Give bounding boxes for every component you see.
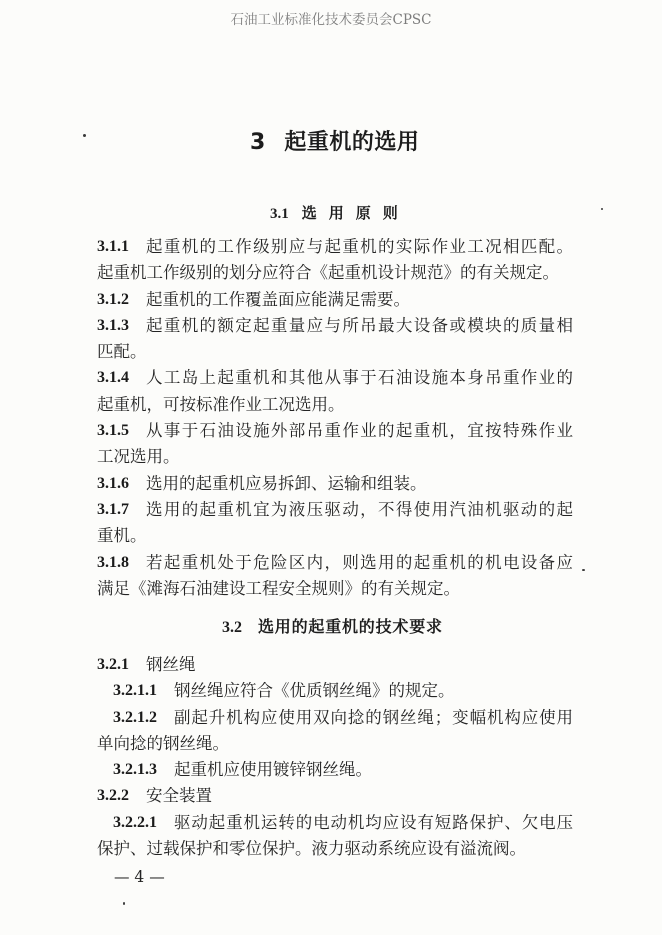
clause-number: 3.1.5 (97, 422, 129, 440)
clause-3-2-1-2-continuation (97, 731, 573, 757)
clause-3-2-1-1 (97, 678, 573, 704)
chapter-title (250, 127, 419, 159)
clause-text: 安全装置 (146, 786, 212, 806)
clause-3-1-1-continuation (97, 260, 573, 286)
clause-3-2-2-1 (97, 810, 573, 836)
clause-number: 3.1.7 (97, 500, 129, 518)
clause-text: 匹配。 (97, 342, 147, 362)
section-title: 选用原则 (301, 204, 410, 222)
clause-text: 人工岛上起重机和其他从事于石油设施本身吊重作业的 (146, 368, 573, 388)
section-heading-3-1 (270, 202, 410, 225)
clause-number: 3.1.4 (97, 369, 129, 387)
clause-3-1-6 (97, 471, 573, 497)
clause-text: 驱动起重机运转的电动机均应设有短路保护、欠电压 (174, 812, 573, 832)
section-number: 3.1 (270, 206, 289, 222)
section-title: 选用的起重机的技术要求 (258, 617, 443, 636)
clause-number: 3.1.8 (97, 553, 129, 571)
clause-3-1-7-continuation (97, 523, 573, 549)
chapter-number: 3 (250, 130, 266, 155)
clause-text: 起重机，可按标准作业工况选用。 (97, 394, 345, 414)
section-heading-3-2 (222, 614, 443, 641)
clause-text: 起重机工作级别的划分应符合《起重机设计规范》的有关规定。 (97, 263, 559, 283)
clause-text: 起重机的额定起重量应与所吊最大设备或模块的质量相 (146, 315, 573, 335)
scan-speck (601, 208, 603, 210)
clause-3-1-7 (97, 497, 573, 523)
clause-3-2-2-1-continuation (97, 836, 573, 862)
clause-text: 从事于石油设施外部吊重作业的起重机，宜按特殊作业 (146, 421, 573, 441)
scan-speck (123, 902, 125, 905)
clause-text: 钢丝绳 (146, 655, 196, 674)
scan-speck (83, 134, 86, 137)
clause-3-2-1 (97, 652, 573, 678)
clause-number: 3.1.6 (97, 474, 129, 492)
clause-text: 选用的起重机宜为液压驱动，不得使用汽油机驱动的起 (146, 499, 573, 519)
clause-number: 3.2.1.1 (113, 682, 157, 700)
clause-text: 满足《滩海石油建设工程安全规则》的有关规定。 (97, 578, 460, 598)
chapter-title-text: 起重机的选用 (284, 130, 420, 155)
clause-3-2-1-2 (97, 705, 573, 731)
clause-number: 3.2.2.1 (113, 813, 157, 831)
clause-text: 若起重机处于危险区内，则选用的起重机的机电设备应 (146, 552, 573, 572)
clause-number: 3.1.1 (97, 238, 129, 255)
clause-3-1-4-continuation (97, 392, 573, 418)
section-3-2-body (97, 652, 573, 862)
clause-number: 3.2.1 (97, 656, 129, 673)
clause-text: 单向捻的钢丝绳。 (97, 733, 229, 753)
page-header: 石油工业标准化技术委员会CPSC (230, 12, 432, 28)
clause-3-1-3-continuation (97, 339, 573, 365)
clause-text: 起重机的工作覆盖面应能满足需要。 (146, 289, 410, 309)
clause-3-1-5-continuation (97, 444, 573, 470)
clause-text: 起重机的工作级别应与起重机的实际作业工况相匹配。 (146, 237, 573, 256)
clause-text: 起重机应使用镀锌钢丝绳。 (174, 760, 372, 780)
section-3-1-body (97, 234, 573, 602)
clause-number: 3.1.3 (97, 316, 129, 334)
clause-3-1-1 (97, 234, 573, 260)
clause-number: 3.2.2 (97, 787, 129, 805)
clause-text: 保护、过载保护和零位保护。液力驱动系统应设有溢流阀。 (97, 839, 526, 859)
clause-3-1-5 (97, 418, 573, 444)
clause-3-1-8-continuation (97, 576, 573, 602)
clause-3-1-3 (97, 313, 573, 339)
clause-3-1-4 (97, 365, 573, 391)
clause-text: 选用的起重机应易拆卸、运输和组装。 (146, 473, 427, 493)
clause-text: 钢丝绳应符合《优质钢丝绳》的规定。 (174, 681, 455, 701)
clause-3-2-1-3 (97, 757, 573, 783)
section-number: 3.2 (222, 619, 242, 636)
clause-text: 副起升机构应使用双向捻的钢丝绳；变幅机构应使用 (174, 707, 573, 727)
page-number: — 4 — (114, 868, 165, 886)
clause-3-2-2 (97, 783, 573, 809)
clause-text: 重机。 (97, 526, 147, 546)
scan-speck (582, 569, 585, 571)
clause-number: 3.2.1.3 (113, 761, 157, 779)
clause-number: 3.1.2 (97, 290, 129, 308)
clause-3-1-8 (97, 550, 573, 576)
clause-text: 工况选用。 (97, 447, 180, 467)
clause-3-1-2 (97, 287, 573, 313)
clause-number: 3.2.1.2 (113, 708, 157, 726)
